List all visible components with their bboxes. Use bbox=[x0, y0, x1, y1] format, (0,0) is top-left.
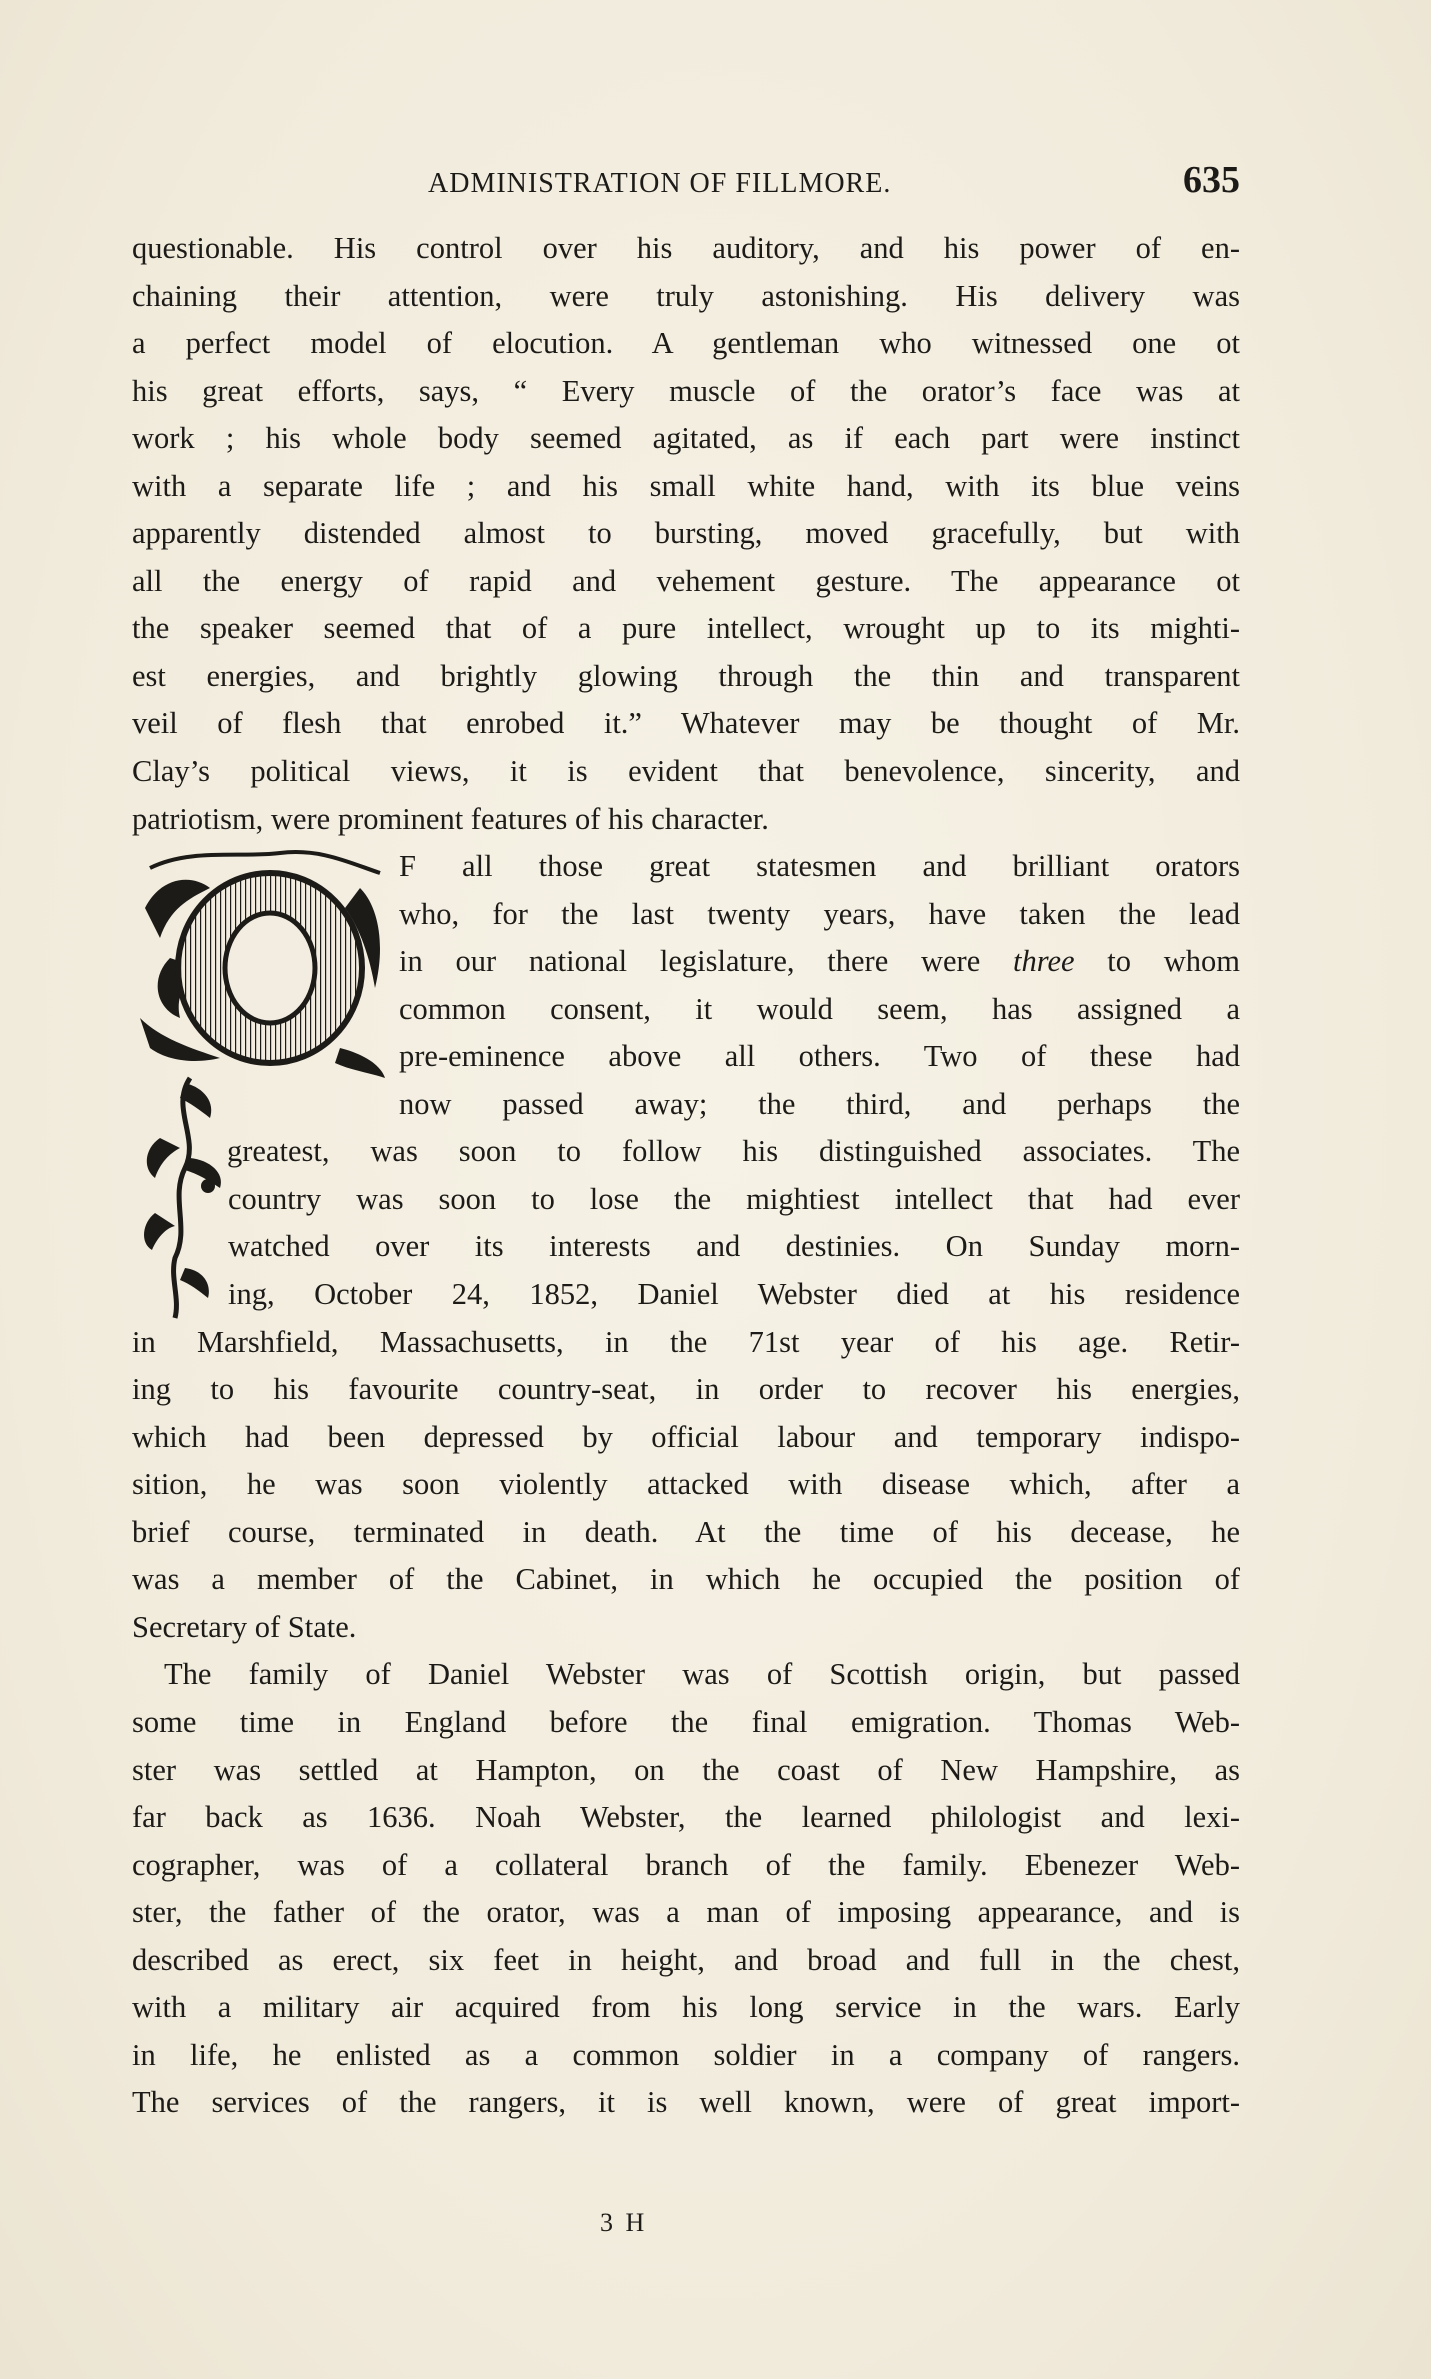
text-line: with a military air acquired from his long service in the wars. Early bbox=[132, 1990, 1240, 2025]
text-line: est energies, and brightly glowing through the thin and transparent bbox=[132, 658, 1240, 693]
text-line: ing, October 24, 1852, Daniel Webster died at his residence bbox=[228, 1277, 1240, 1312]
text-line: with a separate life ; and his small white hand, with its blue veins bbox=[132, 468, 1240, 503]
italic-emphasis: three bbox=[1012, 944, 1075, 979]
text-line: far back as 1636. Noah Webster, the learned philologist and lexi- bbox=[132, 1800, 1240, 1835]
text-line: apparently distended almost to bursting, moved gracefully, but with bbox=[132, 516, 1240, 551]
text-line: his great efforts, says, “ Every muscle of the orator’s face was at bbox=[132, 373, 1240, 408]
text-line: a perfect model of elocution. A gentleman who witnessed one ot bbox=[132, 326, 1240, 361]
text-line: Secretary of State. bbox=[132, 1609, 357, 1644]
text-line: ster was settled at Hampton, on the coast of New Hampshire, as bbox=[132, 1752, 1240, 1787]
text-line: now passed away; the third, and perhaps the bbox=[399, 1086, 1240, 1121]
body-text bbox=[132, 225, 1240, 2127]
text-line: The services of the rangers, it is well known, were of great import- bbox=[132, 2085, 1240, 2120]
text-line: patriotism, were prominent features of his character. bbox=[132, 801, 769, 836]
text-line: all the energy of rapid and vehement gesture. The appearance ot bbox=[132, 563, 1240, 598]
text-line: veil of flesh that enrobed it.” Whatever may be thought of Mr. bbox=[132, 706, 1240, 741]
text-line: watched over its interests and destinies. On Sunday morn- bbox=[228, 1229, 1240, 1264]
text-line: who, for the last twenty years, have taken the lead bbox=[399, 896, 1240, 931]
text-line: ster, the father of the orator, was a man of imposing appearance, and is bbox=[132, 1895, 1240, 1930]
text-line: in Marshfield, Massachusetts, in the 71st year of his age. Retir- bbox=[132, 1324, 1240, 1359]
text-line: chaining their attention, were truly astonishing. His delivery was bbox=[132, 278, 1240, 313]
text-line: the speaker seemed that of a pure intellect, wrought up to its mighti- bbox=[132, 611, 1240, 646]
text-line: ing to his favourite country-seat, in order to recover his energies, bbox=[132, 1372, 1240, 1407]
text-line: sition, he was soon violently attacked with disease which, after a bbox=[132, 1467, 1240, 1502]
text-line: brief course, terminated in death. At the time of his decease, he bbox=[132, 1514, 1240, 1549]
text-line: in life, he enlisted as a common soldier in a company of rangers. bbox=[132, 2037, 1240, 2072]
text-line: described as erect, six feet in height, and broad and full in the chest, bbox=[132, 1942, 1240, 1977]
text-line: work ; his whole body seemed agitated, as if each part were instinct bbox=[132, 421, 1240, 456]
text-line: greatest, was soon to follow his distinguished associates. The bbox=[227, 1134, 1240, 1169]
page-header bbox=[132, 158, 1240, 214]
text-line: country was soon to lose the mightiest intellect that had ever bbox=[228, 1181, 1240, 1216]
text-line: some time in England before the final emigration. Thomas Web- bbox=[132, 1704, 1240, 1739]
text-line: pre-eminence above all others. Two of these had bbox=[399, 1039, 1240, 1074]
text-line: which had been depressed by official labour and temporary indispo- bbox=[132, 1419, 1240, 1454]
text-segment: in our national legislature, there were bbox=[399, 944, 981, 979]
page-number: 635 bbox=[1183, 159, 1240, 201]
text-line: The family of Daniel Webster was of Scottish origin, but passed bbox=[164, 1657, 1240, 1692]
running-head: ADMINISTRATION OF FILLMORE. bbox=[428, 168, 892, 199]
text-line-with-italic bbox=[132, 938, 1240, 986]
signature-mark: 3 H bbox=[600, 2208, 648, 2237]
text-line: cographer, was of a collateral branch of the family. Ebenezer Web- bbox=[132, 1847, 1240, 1882]
text-line: was a member of the Cabinet, in which he occupied the position of bbox=[132, 1562, 1240, 1597]
text-line: F all those great statesmen and brilliant orators bbox=[399, 849, 1240, 884]
text-line: Clay’s political views, it is evident that benevolence, sincerity, and bbox=[132, 754, 1240, 789]
text-line: common consent, it would seem, has assigned a bbox=[399, 991, 1240, 1026]
text-segment: to whom bbox=[1107, 944, 1240, 979]
text-line: questionable. His control over his auditory, and his power of en- bbox=[132, 231, 1240, 265]
